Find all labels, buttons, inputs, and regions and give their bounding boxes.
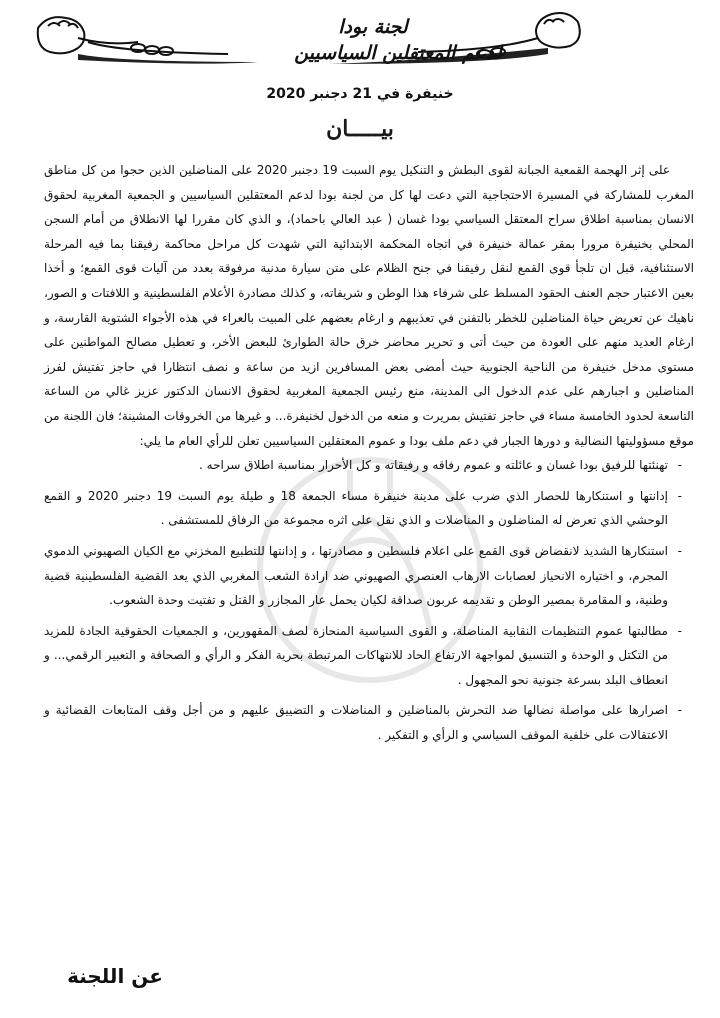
list-item: - اصرارها على مواصلة نضالها ضد التحرش بالمناضلين و المناضلات و التضييق عليهم و من أجل وقف المتابعات القضائية و الاعتقالات على خلفية الموقف السياسي و الرأي و التفكير .: [44, 698, 694, 747]
demands-list: [44, 453, 694, 748]
logo-committee-name: لجنة بودا: [338, 16, 408, 38]
list-item: - تهنئتها للرفيق بودا غسان و عائلته و عموم رفاقه و رفيقاته و كل الأحرار بمناسبة اطلاق سراحه .: [44, 453, 694, 478]
statement-body: [44, 158, 694, 754]
place-and-date: خنيفرة في 21 دجنبر 2020: [266, 86, 454, 102]
list-item: - مطالبتها عموم التنظيمات النقابية المناضلة، و القوى السياسية المنحازة لصف المقهورين، و الجمعيات الحقوقية الجادة للمزيد من التكتل و الوحدة و التنسيق لمواجهة الارتفاع الحاد للانتهاكات المرتبطة بحرية الفكر و الرأي و الصحافة و التعبير الرقمي... و انعطاف البلد بسرعة جنونية نحو المجهول .: [44, 619, 694, 693]
committee-logo: [18, 8, 618, 80]
list-item: - إدانتها و استنكارها للحصار الذي ضرب على مدينة خنيفرة مساء الجمعة 18 و طيلة يوم السبت 19 دجنبر 2020 و القمع الوحشي الذي تعرض له المناضلون و المناضلات و الذي نقل على اثره مجموعة من الرفاق للمستشفى .: [44, 484, 694, 533]
document-title: بيـــــان: [326, 116, 394, 142]
intro-paragraph: على إثر الهجمة القمعية الجبانة لقوى البطش و التنكيل يوم السبت 19 دجنبر 2020 على المناضلين الذين حجوا من كل مناطق المغرب للمشاركة في المسيرة الاحتجاجية التي دعت لها كل من لجنة بودا لدعم المعتقلين السياسيين و الجمعية المغربية لحقوق الانسان بمناسبة اطلاق سراح المعتقل السياسي بودا غسان ( عبد العالي باحماد)، و الذي كان مقررا لها الانطلاق من أمام السجن المحلي بخنيفرة مرورا بمقر عمالة خنيفرة في اتجاه المحكمة الابتدائية التي شهدت كل مراحل محاكمة رفيقنا بما فيه المرحلة الاستئنافية، قبل ان تلجأ قوى القمع لنقل رفيقنا في جنح الظلام على متن سيارة مدنية مرفوقة بعدد من آليات قوى القمع؛ و أخذا بعين الاعتبار حجم العنف الحقود المسلط على شرفاء هذا الوطن و شريفاته، و كذلك مصادرة الأعلام الفلسطينية و اللافتات و الصور، ناهيك عن تعريض حياة المناضلين للخطر بالتفنن في تعذيبهم و ارغام بعضهم على المبيت بالعراء في هذه الأجواء الشتوية القارسة، و ارغام العديد منهم على العودة من حيث أتى و تحرير محاضر خرق حالة الطوارئ للبعض الأخر، و تعطيل مصالح المواطنين على مستوى مدخل خنيفرة من الناحية الجنوبية حيث أمضى بعض المسافرين ازيد من ساعة و نصف انتظارا في حاجز تفتيش لفرز المناضلين و اجبارهم على عدم الدخول الى المدينة، منع رئيس الجمعية المغربية لحقوق الانسان الدكتور عزيز غالي من الساعة التاسعة لحدود الخامسة مساء في حاجز تفتيش بمريرت و منعه من الدخول لخنيفرة... و غيرها من الخروقات المشينة؛ فان اللجنة من موقع مسؤوليتها النضالية و دورها الجبار في دعم ملف بودا و عموم المعتقلين السياسيين تعلن للرأي العام ما يلي:: [44, 163, 694, 448]
signature: عن اللجنة: [67, 964, 163, 988]
logo-committee-purpose: لدعم المعتقلين السياسيين: [294, 42, 502, 64]
list-item: - استنكارها الشديد لانقضاض قوى القمع على اعلام فلسطين و مصادرتها ، و إدانتها للتطبيع المخزني مع الكيان الصهيوني الدموي المجرم، و اختياره الانحياز لعصابات الارهاب العنصري الصهيوني ضد ارادة الشعب المغربي الذي يعد القضية الفلسطينية قضية وطنية، و المقامرة بمصير الوطن و تقديمه عربون صداقة لكيان يحمل عار المجازر و القتل و تفتيت وحدة الشعوب.: [44, 539, 694, 613]
